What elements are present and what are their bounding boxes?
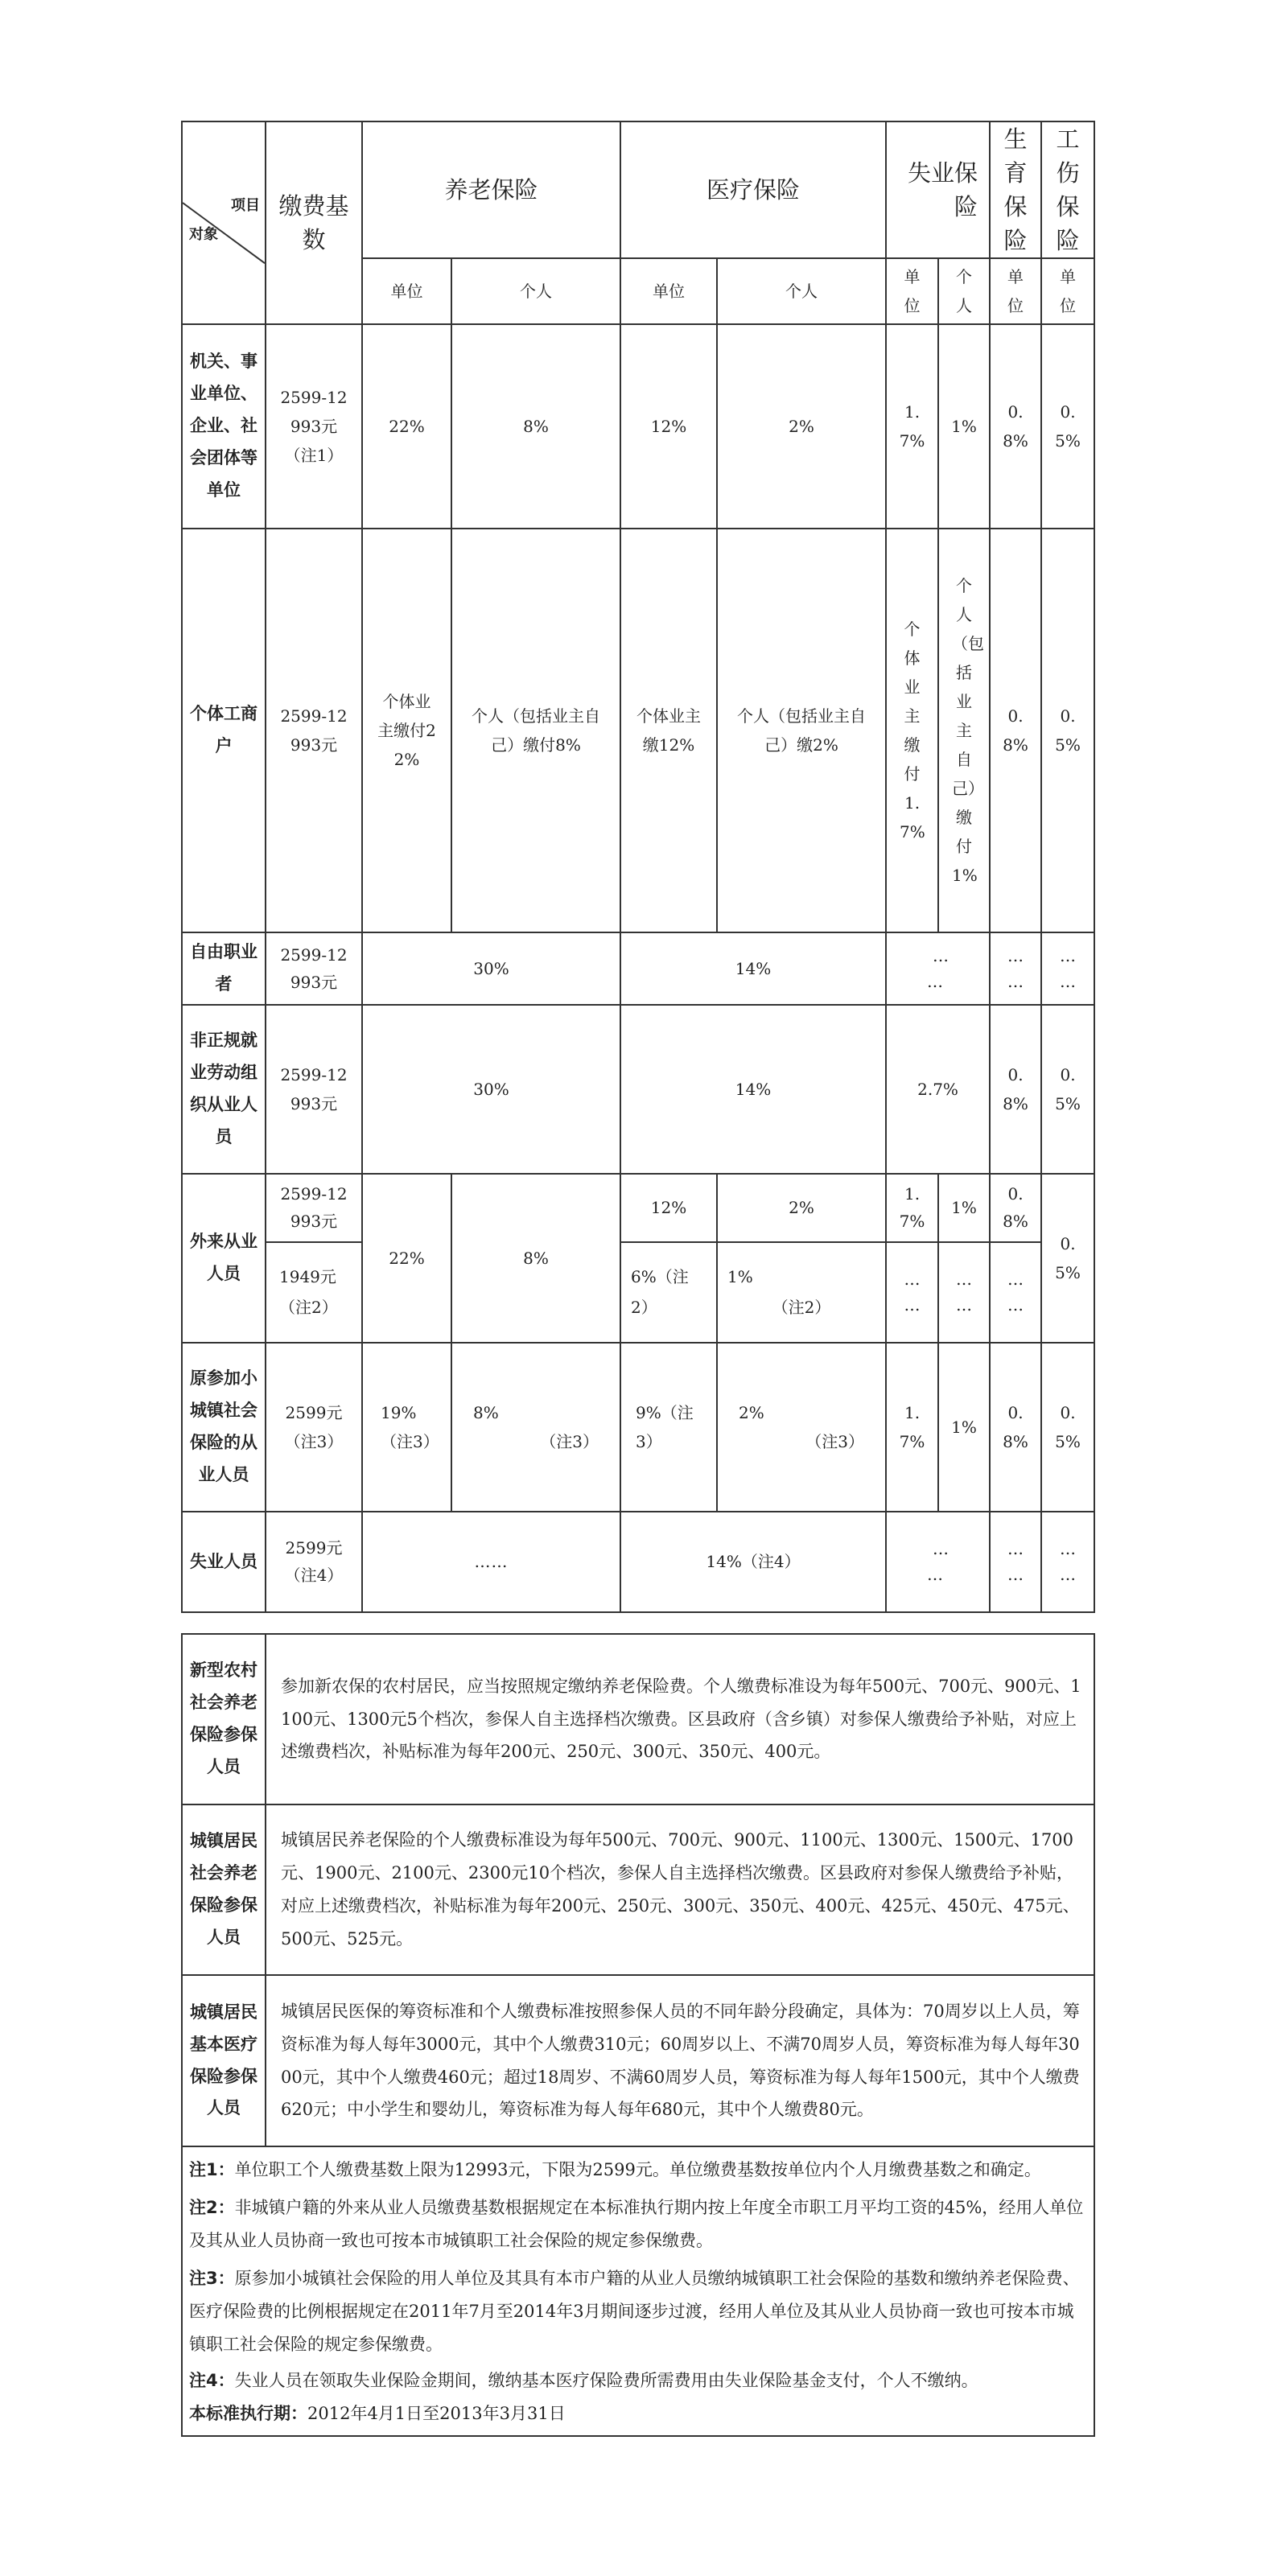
row-base: 2599-12993元（注1） [266, 324, 362, 529]
pension-combined: …… [362, 1512, 620, 1612]
maternity: 0.8% [990, 1343, 1041, 1512]
dots: … [904, 1295, 921, 1315]
pension-personal-note: （注3） [540, 1431, 599, 1451]
dots: … [933, 1539, 950, 1559]
unemp-unit: 1.7% [886, 1174, 938, 1242]
unemp-personal: 个人（包括业主自己）缴付1% [938, 529, 990, 932]
table-row [182, 932, 1094, 1005]
dots: … [956, 1269, 973, 1290]
notes-row [182, 2146, 1094, 2436]
row-base: 2599-12993元 [266, 1174, 362, 1242]
medical-unit: 12% [620, 1174, 717, 1242]
pension-unit: 22% [362, 1174, 451, 1343]
medical-unit: 12% [620, 324, 717, 529]
maternity [990, 1512, 1041, 1612]
header-injury: 工伤保险 [1041, 121, 1094, 258]
pension-personal: 个人（包括业主自己）缴付8% [451, 529, 620, 932]
note-label: 注3： [189, 2268, 235, 2288]
resident-desc: 城镇居民养老保险的个人缴费标准设为每年500元、700元、900元、1100元、1300元、1500元、1700元、1900元、2100元、2300元10个档次，参保人自主选择档次缴费。区县政府对参保人缴费给予补贴，对应上述缴费档次，补贴标准为每年200元、250元、300元、350元、400元、425元、450元、475元、500元、525元。 [266, 1804, 1094, 1975]
pension-personal [451, 1343, 620, 1512]
unemp-unit: 1.7% [886, 324, 938, 529]
injury [1041, 1512, 1094, 1612]
note-3 [189, 2262, 1087, 2361]
note-2 [189, 2191, 1087, 2257]
unemp-unit-alt [886, 1242, 938, 1343]
pension-personal: 8% [451, 1174, 620, 1343]
injury: 0.5% [1041, 529, 1094, 932]
note-label: 注2： [189, 2197, 235, 2217]
period-label: 本标准执行期： [189, 2403, 307, 2423]
unemp-personal-alt [938, 1242, 990, 1343]
row-name: 机关、事业单位、企业、社会团体等单位 [182, 324, 266, 529]
unemp-combined: 2.7% [886, 1005, 990, 1174]
table-row [182, 1242, 1094, 1343]
unemp-personal: 1% [938, 1343, 990, 1512]
header-unemployment: 失业保险 [886, 121, 990, 258]
dots: … [1007, 946, 1024, 966]
unemp-unit: 1.7% [886, 1343, 938, 1512]
maternity: 0.8% [990, 324, 1041, 529]
dots: … [1060, 972, 1077, 992]
injury: 0.5% [1041, 1174, 1094, 1343]
pension-personal-rate: 8% [473, 1402, 499, 1422]
dots: … [1007, 1295, 1024, 1315]
medical-personal [717, 1343, 886, 1512]
row-name: 失业人员 [182, 1512, 266, 1612]
table-row [182, 324, 1094, 529]
medical-unit: 9%（注3） [620, 1343, 717, 1512]
maternity [990, 932, 1041, 1005]
maternity: 0.8% [990, 1005, 1041, 1174]
header-medical-personal: 个人 [717, 258, 886, 324]
medical-unit-alt: 6%（注2） [620, 1242, 717, 1343]
header-maternity-unit: 单位 [990, 258, 1041, 324]
table-row [182, 1174, 1094, 1242]
medical-personal-alt [717, 1242, 886, 1343]
injury: 0.5% [1041, 1343, 1094, 1512]
note-text: 单位职工个人缴费基数上限为12993元，下限为2599元。单位缴费基数按单位内个人月缴费基数之和确定。 [234, 2160, 1041, 2179]
pension-unit: 个体业主缴付22% [362, 529, 451, 932]
note-text: 非城镇户籍的外来从业人员缴费基数根据规定在本标准执行期内按上年度全市职工月平均工资的45%，经用人单位及其从业人员协商一致也可按本市城镇职工社会保险的规定参保缴费。 [189, 2197, 1084, 2250]
dots: … [904, 1269, 921, 1290]
table-row [182, 1005, 1094, 1174]
dots: … [927, 972, 944, 992]
row-base: 2599-12993元 [266, 932, 362, 1005]
table-row [182, 1343, 1094, 1512]
maternity: 0.8% [990, 529, 1041, 932]
medical-personal-rate: 2% [739, 1402, 764, 1422]
pension-personal: 8% [451, 324, 620, 529]
dots: … [1060, 946, 1077, 966]
header-corner [182, 121, 266, 324]
table-row [182, 1804, 1094, 1975]
row-base: 2599-12993元 [266, 1005, 362, 1174]
header-base: 缴费基数 [266, 121, 362, 324]
medical-unit: 个体业主缴12% [620, 529, 717, 932]
medical-personal-rate: 1% [727, 1267, 753, 1287]
table-row [182, 529, 1094, 932]
header-pension: 养老保险 [362, 121, 620, 258]
pension-unit: 19%（注3） [362, 1343, 451, 1512]
unemp-combined [886, 1512, 990, 1612]
header-item-label: 项目 [231, 197, 260, 214]
residents-table [181, 1633, 1095, 2437]
resident-name: 新型农村社会养老保险参保人员 [182, 1634, 266, 1804]
header-medical: 医疗保险 [620, 121, 886, 258]
dots: … [1060, 1539, 1077, 1559]
period [189, 2397, 1087, 2430]
header-medical-unit: 单位 [620, 258, 717, 324]
row-name: 原参加小城镇社会保险的从业人员 [182, 1343, 266, 1512]
note-4 [189, 2364, 1087, 2397]
table-row [182, 1975, 1094, 2146]
contribution-table [181, 121, 1095, 1613]
pension-combined: 30% [362, 1005, 620, 1174]
unemp-unit: 个体业主缴付1.7% [886, 529, 938, 932]
row-name: 自由职业者 [182, 932, 266, 1005]
unemp-combined [886, 932, 990, 1005]
dots: … [1060, 1565, 1077, 1585]
note-label: 注4： [189, 2370, 235, 2390]
dots: … [1007, 972, 1024, 992]
medical-personal: 2% [717, 324, 886, 529]
medical-combined: 14%（注4） [620, 1512, 886, 1612]
injury: 0.5% [1041, 324, 1094, 529]
dots: … [1007, 1539, 1024, 1559]
table-row [182, 1634, 1094, 1804]
medical-combined: 14% [620, 932, 886, 1005]
maternity: 0.8% [990, 1174, 1041, 1242]
row-base: 2599-12993元 [266, 529, 362, 932]
period-text: 2012年4月1日至2013年3月31日 [307, 2403, 566, 2423]
note-label: 注1： [189, 2160, 235, 2179]
medical-personal: 2% [717, 1174, 886, 1242]
dots: … [1007, 1269, 1024, 1290]
injury: 0.5% [1041, 1005, 1094, 1174]
resident-desc: 城镇居民医保的筹资标准和个人缴费标准按照参保人员的不同年龄分段确定，具体为：70周岁以上人员，筹资标准为每人每年3000元，其中个人缴费310元；60周岁以上、不满70周岁人员，筹资标准为每人每年3000元，其中个人缴费460元；超过18周岁、不满60周岁人员，筹资标准为每人每年1500元，其中个人缴费620元；中小学生和婴幼儿，筹资标准为每人每年680元，其中个人缴费80元。 [266, 1975, 1094, 2146]
header-pension-unit: 单位 [362, 258, 451, 324]
medical-combined: 14% [620, 1005, 886, 1174]
table-row [182, 1512, 1094, 1612]
resident-desc: 参加新农保的农村居民，应当按照规定缴纳养老保险费。个人缴费标准设为每年500元、700元、900元、1100元、1300元5个档次，参保人自主选择档次缴费。区县政府（含乡镇）对参保人缴费给予补贴，对应上述缴费档次，补贴标准为每年200元、250元、300元、350元、400元。 [266, 1634, 1094, 1804]
dots: … [1007, 1565, 1024, 1585]
injury [1041, 932, 1094, 1005]
header-unemp-unit: 单位 [886, 258, 938, 324]
pension-unit: 22% [362, 324, 451, 529]
note-text: 原参加小城镇社会保险的用人单位及其具有本市户籍的从业人员缴纳城镇职工社会保险的基数和缴纳养老保险费、医疗保险费的比例根据规定在2011年7月至2014年3月期间逐步过渡，经用人单位及其从业人员协商一致也可按本市城镇职工社会保险的规定参保缴费。 [189, 2268, 1080, 2354]
row-base: 2599元 （注4） [266, 1512, 362, 1612]
header-unemp-personal: 个人 [938, 258, 990, 324]
dots: … [927, 1565, 944, 1585]
header-object-label: 对象 [189, 226, 218, 243]
maternity-alt [990, 1242, 1041, 1343]
header-maternity: 生育保险 [990, 121, 1041, 258]
resident-name: 城镇居民社会养老保险参保人员 [182, 1804, 266, 1975]
row-name: 外来从业人员 [182, 1174, 266, 1343]
header-injury-unit: 单位 [1041, 258, 1094, 324]
dots: … [956, 1295, 973, 1315]
row-name: 非正规就业劳动组织从业人员 [182, 1005, 266, 1174]
unemp-personal: 1% [938, 324, 990, 529]
notes [182, 2146, 1094, 2436]
medical-personal-note: （注3） [805, 1431, 865, 1451]
row-base-alt: 1949元 （注2） [266, 1242, 362, 1343]
pension-combined: 30% [362, 932, 620, 1005]
row-name: 个体工商户 [182, 529, 266, 932]
note-1 [189, 2154, 1087, 2187]
dots: … [933, 946, 950, 966]
header-pension-personal: 个人 [451, 258, 620, 324]
medical-personal-note: （注2） [772, 1298, 831, 1318]
medical-personal: 个人（包括业主自己）缴2% [717, 529, 886, 932]
resident-name: 城镇居民基本医疗保险参保人员 [182, 1975, 266, 2146]
row-base: 2599元 （注3） [266, 1343, 362, 1512]
note-text: 失业人员在领取失业保险金期间，缴纳基本医疗保险费所需费用由失业保险基金支付，个人不缴纳。 [234, 2370, 978, 2390]
unemp-personal: 1% [938, 1174, 990, 1242]
